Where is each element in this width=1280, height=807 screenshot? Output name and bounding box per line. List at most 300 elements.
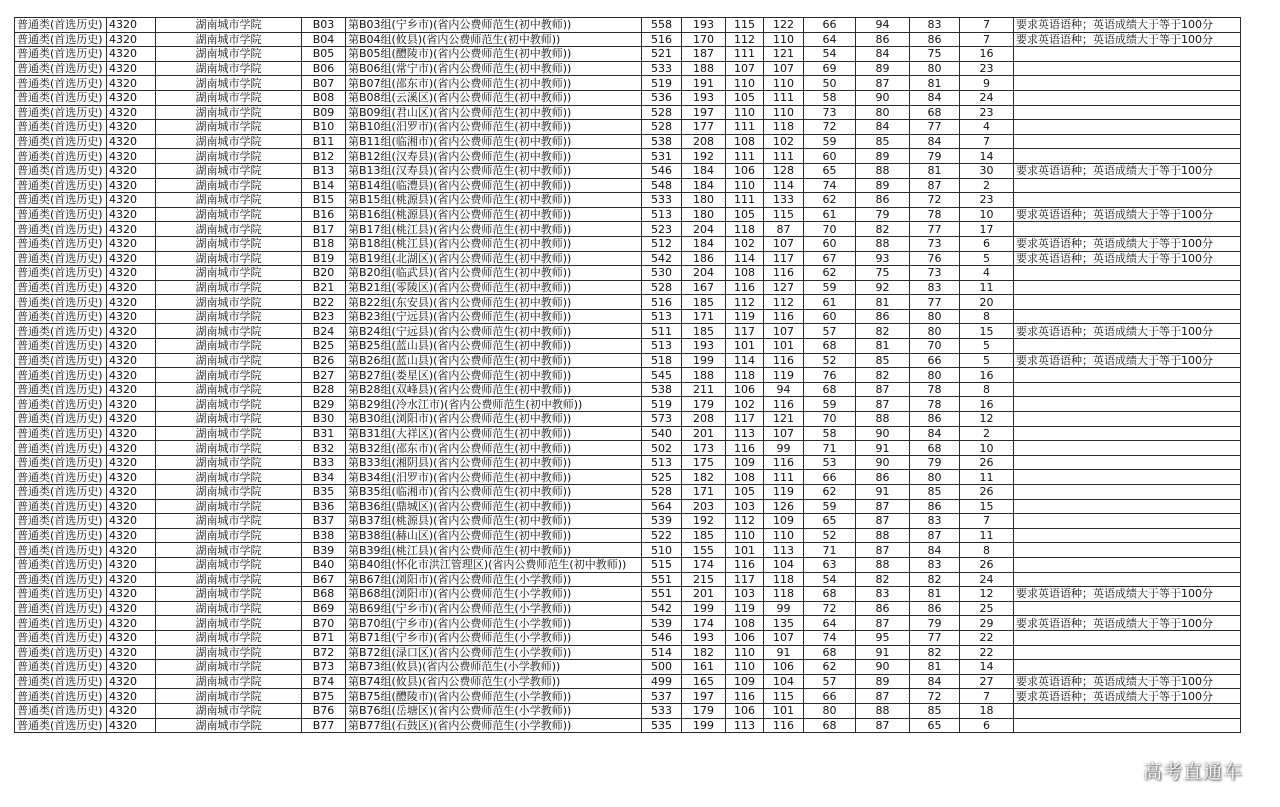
category-cell: 普通类(首选历史)	[15, 309, 107, 324]
score-4-cell: 59	[804, 280, 856, 295]
group-code-cell: B29	[302, 397, 346, 412]
school-code-cell: 4320	[107, 572, 156, 587]
group-name-cell: 第B68组(浏阳市)(省内公费师范生(小学教师))	[346, 587, 642, 602]
school-code-cell: 4320	[107, 470, 156, 485]
min-score-cell: 519	[642, 76, 682, 91]
school-name-cell: 湖南城市学院	[156, 514, 302, 529]
score-1-cell: 203	[682, 499, 726, 514]
score-6-cell: 80	[910, 61, 960, 76]
score-6-cell: 86	[910, 412, 960, 427]
score-2-cell: 109	[726, 455, 764, 470]
score-2-cell: 110	[726, 178, 764, 193]
group-code-cell: B37	[302, 514, 346, 529]
min-score-cell: 523	[642, 222, 682, 237]
requirement-note-cell	[1014, 630, 1241, 645]
score-5-cell: 88	[856, 528, 910, 543]
group-name-cell: 第B25组(蓝山县)(省内公费师范生(初中教师))	[346, 339, 642, 354]
school-name-cell: 湖南城市学院	[156, 660, 302, 675]
school-name-cell: 湖南城市学院	[156, 178, 302, 193]
score-6-cell: 77	[910, 630, 960, 645]
count-cell: 10	[960, 441, 1014, 456]
score-4-cell: 80	[804, 703, 856, 718]
score-1-cell: 199	[682, 718, 726, 733]
school-name-cell: 湖南城市学院	[156, 32, 302, 47]
school-code-cell: 4320	[107, 601, 156, 616]
score-3-cell: 104	[764, 674, 804, 689]
table-row	[15, 47, 1241, 62]
school-code-cell: 4320	[107, 134, 156, 149]
group-name-cell: 第B73组(攸县)(省内公费师范生(小学教师))	[346, 660, 642, 675]
score-5-cell: 90	[856, 426, 910, 441]
score-1-cell: 175	[682, 455, 726, 470]
school-code-cell: 4320	[107, 266, 156, 281]
score-5-cell: 94	[856, 18, 910, 33]
score-6-cell: 77	[910, 120, 960, 135]
score-2-cell: 107	[726, 61, 764, 76]
score-1-cell: 167	[682, 280, 726, 295]
score-1-cell: 193	[682, 339, 726, 354]
min-score-cell: 528	[642, 105, 682, 120]
category-cell: 普通类(首选历史)	[15, 528, 107, 543]
school-code-cell: 4320	[107, 295, 156, 310]
group-code-cell: B68	[302, 587, 346, 602]
requirement-note-cell: 要求英语语种；英语成绩大于等于100分	[1014, 587, 1241, 602]
score-3-cell: 117	[764, 251, 804, 266]
table-row	[15, 572, 1241, 587]
score-1-cell: 165	[682, 674, 726, 689]
school-name-cell: 湖南城市学院	[156, 266, 302, 281]
min-score-cell: 519	[642, 397, 682, 412]
table-row	[15, 674, 1241, 689]
group-name-cell: 第B11组(临湘市)(省内公费师范生(初中教师))	[346, 134, 642, 149]
score-4-cell: 68	[804, 382, 856, 397]
category-cell: 普通类(首选历史)	[15, 120, 107, 135]
group-code-cell: B09	[302, 105, 346, 120]
school-name-cell: 湖南城市学院	[156, 689, 302, 704]
requirement-note-cell: 要求英语语种；英语成绩大于等于100分	[1014, 163, 1241, 178]
min-score-cell: 530	[642, 266, 682, 281]
score-3-cell: 107	[764, 426, 804, 441]
min-score-cell: 521	[642, 47, 682, 62]
score-2-cell: 101	[726, 543, 764, 558]
count-cell: 26	[960, 455, 1014, 470]
group-name-cell: 第B23组(宁远县)(省内公费师范生(初中教师))	[346, 309, 642, 324]
min-score-cell: 528	[642, 485, 682, 500]
table-row	[15, 485, 1241, 500]
score-2-cell: 103	[726, 499, 764, 514]
score-1-cell: 187	[682, 47, 726, 62]
requirement-note-cell: 要求英语语种；英语成绩大于等于100分	[1014, 18, 1241, 33]
score-4-cell: 54	[804, 47, 856, 62]
score-5-cell: 87	[856, 718, 910, 733]
school-code-cell: 4320	[107, 426, 156, 441]
score-1-cell: 180	[682, 207, 726, 222]
group-name-cell: 第B72组(渌口区)(省内公费师范生(小学教师))	[346, 645, 642, 660]
count-cell: 14	[960, 660, 1014, 675]
school-code-cell: 4320	[107, 178, 156, 193]
score-4-cell: 69	[804, 61, 856, 76]
score-3-cell: 116	[764, 266, 804, 281]
group-code-cell: B08	[302, 90, 346, 105]
count-cell: 7	[960, 32, 1014, 47]
school-name-cell: 湖南城市学院	[156, 309, 302, 324]
score-2-cell: 111	[726, 120, 764, 135]
group-name-cell: 第B22组(东安县)(省内公费师范生(初中教师))	[346, 295, 642, 310]
min-score-cell: 546	[642, 163, 682, 178]
count-cell: 29	[960, 616, 1014, 631]
school-code-cell: 4320	[107, 193, 156, 208]
count-cell: 5	[960, 353, 1014, 368]
score-1-cell: 191	[682, 76, 726, 91]
category-cell: 普通类(首选历史)	[15, 485, 107, 500]
score-5-cell: 84	[856, 47, 910, 62]
school-name-cell: 湖南城市学院	[156, 324, 302, 339]
category-cell: 普通类(首选历史)	[15, 163, 107, 178]
requirement-note-cell	[1014, 718, 1241, 733]
score-3-cell: 119	[764, 368, 804, 383]
score-3-cell: 111	[764, 470, 804, 485]
requirement-note-cell	[1014, 485, 1241, 500]
score-2-cell: 113	[726, 426, 764, 441]
score-1-cell: 182	[682, 470, 726, 485]
score-5-cell: 86	[856, 601, 910, 616]
group-name-cell: 第B31组(大祥区)(省内公费师范生(初中教师))	[346, 426, 642, 441]
group-code-cell: B12	[302, 149, 346, 164]
min-score-cell: 542	[642, 601, 682, 616]
min-score-cell: 533	[642, 703, 682, 718]
score-3-cell: 112	[764, 295, 804, 310]
category-cell: 普通类(首选历史)	[15, 295, 107, 310]
school-name-cell: 湖南城市学院	[156, 572, 302, 587]
group-code-cell: B27	[302, 368, 346, 383]
category-cell: 普通类(首选历史)	[15, 149, 107, 164]
table-row	[15, 193, 1241, 208]
score-6-cell: 66	[910, 353, 960, 368]
score-2-cell: 111	[726, 193, 764, 208]
school-code-cell: 4320	[107, 309, 156, 324]
score-3-cell: 115	[764, 207, 804, 222]
requirement-note-cell	[1014, 645, 1241, 660]
score-5-cell: 95	[856, 630, 910, 645]
score-6-cell: 70	[910, 339, 960, 354]
min-score-cell: 551	[642, 587, 682, 602]
school-name-cell: 湖南城市学院	[156, 280, 302, 295]
score-3-cell: 118	[764, 587, 804, 602]
group-name-cell: 第B19组(北湖区)(省内公费师范生(初中教师))	[346, 251, 642, 266]
requirement-note-cell	[1014, 193, 1241, 208]
school-code-cell: 4320	[107, 368, 156, 383]
group-name-cell: 第B15组(桃源县)(省内公费师范生(初中教师))	[346, 193, 642, 208]
min-score-cell: 545	[642, 368, 682, 383]
score-4-cell: 64	[804, 616, 856, 631]
group-name-cell: 第B30组(浏阳市)(省内公费师范生(初中教师))	[346, 412, 642, 427]
requirement-note-cell: 要求英语语种；英语成绩大于等于100分	[1014, 689, 1241, 704]
table-row	[15, 280, 1241, 295]
score-1-cell: 155	[682, 543, 726, 558]
school-code-cell: 4320	[107, 397, 156, 412]
score-6-cell: 81	[910, 587, 960, 602]
score-5-cell: 83	[856, 587, 910, 602]
table-row	[15, 61, 1241, 76]
school-code-cell: 4320	[107, 339, 156, 354]
school-name-cell: 湖南城市学院	[156, 601, 302, 616]
score-5-cell: 82	[856, 324, 910, 339]
score-6-cell: 82	[910, 572, 960, 587]
score-6-cell: 78	[910, 207, 960, 222]
score-3-cell: 111	[764, 149, 804, 164]
school-code-cell: 4320	[107, 455, 156, 470]
category-cell: 普通类(首选历史)	[15, 61, 107, 76]
group-code-cell: B71	[302, 630, 346, 645]
table-row	[15, 32, 1241, 47]
score-2-cell: 110	[726, 528, 764, 543]
score-5-cell: 89	[856, 61, 910, 76]
min-score-cell: 533	[642, 193, 682, 208]
group-name-cell: 第B05组(醴陵市)(省内公费师范生(初中教师))	[346, 47, 642, 62]
school-name-cell: 湖南城市学院	[156, 718, 302, 733]
school-name-cell: 湖南城市学院	[156, 353, 302, 368]
requirement-note-cell	[1014, 309, 1241, 324]
group-name-cell: 第B03组(宁乡市)(省内公费师范生(初中教师))	[346, 18, 642, 33]
group-code-cell: B67	[302, 572, 346, 587]
school-code-cell: 4320	[107, 76, 156, 91]
table-row	[15, 426, 1241, 441]
score-4-cell: 68	[804, 645, 856, 660]
school-code-cell: 4320	[107, 689, 156, 704]
score-6-cell: 80	[910, 470, 960, 485]
requirement-note-cell	[1014, 543, 1241, 558]
score-3-cell: 101	[764, 703, 804, 718]
count-cell: 26	[960, 557, 1014, 572]
score-3-cell: 99	[764, 601, 804, 616]
school-name-cell: 湖南城市学院	[156, 18, 302, 33]
score-4-cell: 60	[804, 309, 856, 324]
score-3-cell: 116	[764, 397, 804, 412]
school-name-cell: 湖南城市学院	[156, 470, 302, 485]
score-1-cell: 208	[682, 134, 726, 149]
table-row	[15, 120, 1241, 135]
score-3-cell: 121	[764, 47, 804, 62]
category-cell: 普通类(首选历史)	[15, 441, 107, 456]
category-cell: 普通类(首选历史)	[15, 353, 107, 368]
school-name-cell: 湖南城市学院	[156, 339, 302, 354]
group-code-cell: B28	[302, 382, 346, 397]
score-5-cell: 89	[856, 149, 910, 164]
score-6-cell: 81	[910, 163, 960, 178]
group-code-cell: B77	[302, 718, 346, 733]
count-cell: 30	[960, 163, 1014, 178]
score-1-cell: 177	[682, 120, 726, 135]
school-name-cell: 湖南城市学院	[156, 441, 302, 456]
table-row	[15, 222, 1241, 237]
table-row	[15, 689, 1241, 704]
score-4-cell: 59	[804, 134, 856, 149]
score-3-cell: 122	[764, 18, 804, 33]
category-cell: 普通类(首选历史)	[15, 251, 107, 266]
score-1-cell: 211	[682, 382, 726, 397]
requirement-note-cell	[1014, 441, 1241, 456]
score-1-cell: 180	[682, 193, 726, 208]
score-5-cell: 91	[856, 645, 910, 660]
table-row	[15, 412, 1241, 427]
group-name-cell: 第B71组(宁乡市)(省内公费师范生(小学教师))	[346, 630, 642, 645]
score-2-cell: 111	[726, 47, 764, 62]
score-2-cell: 111	[726, 149, 764, 164]
requirement-note-cell	[1014, 426, 1241, 441]
category-cell: 普通类(首选历史)	[15, 718, 107, 733]
requirement-note-cell	[1014, 660, 1241, 675]
score-3-cell: 118	[764, 572, 804, 587]
category-cell: 普通类(首选历史)	[15, 324, 107, 339]
score-4-cell: 66	[804, 470, 856, 485]
count-cell: 26	[960, 485, 1014, 500]
score-6-cell: 83	[910, 280, 960, 295]
score-2-cell: 116	[726, 441, 764, 456]
school-code-cell: 4320	[107, 90, 156, 105]
score-4-cell: 61	[804, 207, 856, 222]
score-4-cell: 62	[804, 660, 856, 675]
score-6-cell: 72	[910, 193, 960, 208]
min-score-cell: 536	[642, 90, 682, 105]
school-name-cell: 湖南城市学院	[156, 587, 302, 602]
requirement-note-cell	[1014, 149, 1241, 164]
table-row	[15, 207, 1241, 222]
table-row	[15, 514, 1241, 529]
school-name-cell: 湖南城市学院	[156, 703, 302, 718]
count-cell: 18	[960, 703, 1014, 718]
min-score-cell: 510	[642, 543, 682, 558]
min-score-cell: 531	[642, 149, 682, 164]
score-1-cell: 170	[682, 32, 726, 47]
min-score-cell: 522	[642, 528, 682, 543]
score-6-cell: 82	[910, 645, 960, 660]
score-4-cell: 57	[804, 324, 856, 339]
score-6-cell: 68	[910, 105, 960, 120]
score-2-cell: 114	[726, 251, 764, 266]
school-name-cell: 湖南城市学院	[156, 149, 302, 164]
group-name-cell: 第B39组(桃江县)(省内公费师范生(初中教师))	[346, 543, 642, 558]
score-1-cell: 215	[682, 572, 726, 587]
requirement-note-cell	[1014, 61, 1241, 76]
requirement-note-cell: 要求英语语种；英语成绩大于等于100分	[1014, 251, 1241, 266]
table-row	[15, 499, 1241, 514]
table-row	[15, 382, 1241, 397]
score-5-cell: 88	[856, 557, 910, 572]
category-cell: 普通类(首选历史)	[15, 703, 107, 718]
score-2-cell: 110	[726, 76, 764, 91]
min-score-cell: 542	[642, 251, 682, 266]
score-3-cell: 116	[764, 718, 804, 733]
group-name-cell: 第B28组(双峰县)(省内公费师范生(初中教师))	[346, 382, 642, 397]
requirement-note-cell	[1014, 470, 1241, 485]
school-name-cell: 湖南城市学院	[156, 616, 302, 631]
score-6-cell: 84	[910, 90, 960, 105]
requirement-note-cell	[1014, 412, 1241, 427]
requirement-note-cell	[1014, 455, 1241, 470]
score-6-cell: 80	[910, 309, 960, 324]
table-row	[15, 616, 1241, 631]
score-2-cell: 117	[726, 324, 764, 339]
group-code-cell: B16	[302, 207, 346, 222]
min-score-cell: 528	[642, 120, 682, 135]
school-code-cell: 4320	[107, 660, 156, 675]
score-5-cell: 87	[856, 76, 910, 91]
group-name-cell: 第B29组(冷水江市)(省内公费师范生(初中教师))	[346, 397, 642, 412]
requirement-note-cell: 要求英语语种；英语成绩大于等于100分	[1014, 616, 1241, 631]
min-score-cell: 514	[642, 645, 682, 660]
group-code-cell: B15	[302, 193, 346, 208]
category-cell: 普通类(首选历史)	[15, 572, 107, 587]
score-3-cell: 111	[764, 90, 804, 105]
score-3-cell: 126	[764, 499, 804, 514]
score-5-cell: 79	[856, 207, 910, 222]
group-code-cell: B24	[302, 324, 346, 339]
school-code-cell: 4320	[107, 412, 156, 427]
group-code-cell: B05	[302, 47, 346, 62]
score-3-cell: 87	[764, 222, 804, 237]
score-4-cell: 60	[804, 236, 856, 251]
score-4-cell: 66	[804, 689, 856, 704]
count-cell: 22	[960, 645, 1014, 660]
score-1-cell: 199	[682, 353, 726, 368]
school-name-cell: 湖南城市学院	[156, 412, 302, 427]
group-code-cell: B11	[302, 134, 346, 149]
count-cell: 6	[960, 718, 1014, 733]
group-code-cell: B22	[302, 295, 346, 310]
score-3-cell: 115	[764, 689, 804, 704]
table-row	[15, 105, 1241, 120]
count-cell: 5	[960, 339, 1014, 354]
score-1-cell: 186	[682, 251, 726, 266]
group-name-cell: 第B09组(君山区)(省内公费师范生(初中教师))	[346, 105, 642, 120]
requirement-note-cell	[1014, 105, 1241, 120]
school-name-cell: 湖南城市学院	[156, 455, 302, 470]
school-name-cell: 湖南城市学院	[156, 674, 302, 689]
score-4-cell: 70	[804, 412, 856, 427]
score-6-cell: 81	[910, 76, 960, 91]
score-2-cell: 117	[726, 412, 764, 427]
school-code-cell: 4320	[107, 163, 156, 178]
requirement-note-cell	[1014, 120, 1241, 135]
score-2-cell: 110	[726, 660, 764, 675]
admission-score-sheet	[14, 17, 1240, 733]
count-cell: 7	[960, 134, 1014, 149]
school-code-cell: 4320	[107, 616, 156, 631]
count-cell: 24	[960, 90, 1014, 105]
score-2-cell: 112	[726, 514, 764, 529]
score-4-cell: 68	[804, 718, 856, 733]
score-3-cell: 94	[764, 382, 804, 397]
score-5-cell: 90	[856, 660, 910, 675]
score-1-cell: 185	[682, 324, 726, 339]
school-name-cell: 湖南城市学院	[156, 368, 302, 383]
requirement-note-cell	[1014, 178, 1241, 193]
score-2-cell: 108	[726, 266, 764, 281]
score-6-cell: 72	[910, 689, 960, 704]
score-5-cell: 90	[856, 455, 910, 470]
category-cell: 普通类(首选历史)	[15, 222, 107, 237]
score-6-cell: 86	[910, 601, 960, 616]
score-1-cell: 204	[682, 222, 726, 237]
score-6-cell: 79	[910, 149, 960, 164]
score-6-cell: 81	[910, 660, 960, 675]
table-row	[15, 339, 1241, 354]
score-4-cell: 71	[804, 441, 856, 456]
school-code-cell: 4320	[107, 61, 156, 76]
score-4-cell: 52	[804, 528, 856, 543]
requirement-note-cell	[1014, 90, 1241, 105]
score-table	[14, 17, 1241, 733]
